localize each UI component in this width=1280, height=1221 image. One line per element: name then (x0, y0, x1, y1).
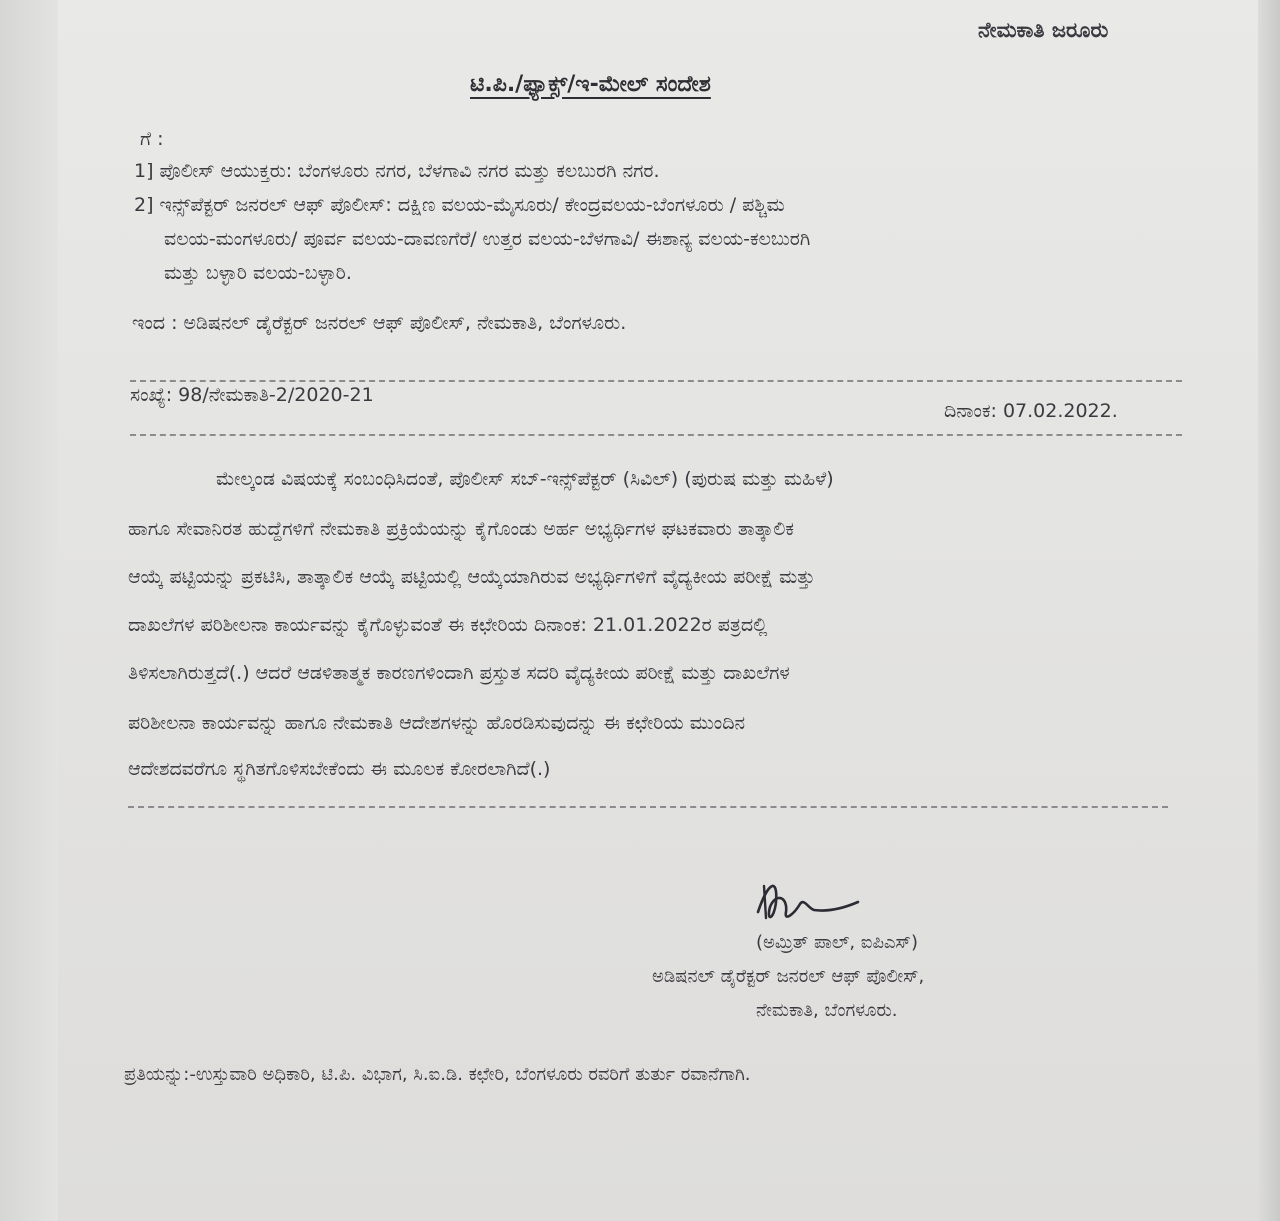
reference-date: ದಿನಾಂಕ: 07.02.2022. (944, 400, 1118, 422)
divider-middle (130, 434, 1182, 436)
to-label: ಗೆ : (140, 128, 164, 150)
body-line-6: ಪರಿಶೀಲನಾ ಕಾರ್ಯವನ್ನು ಹಾಗೂ ನೇಮಕಾತಿ ಆದೇಶಗಳನ್ನು ಹೊರಡಿಸುವುದನ್ನು ಈ ಕಛೇರಿಯ ಮುಂದಿನ (128, 712, 746, 734)
body-line-7: ಆದೇಶದವರೆಗೂ ಸ್ಥಗಿತಗೊಳಿಸಬೇಕೆಂದು ಈ ಮೂಲಕ ಕೋರಲಾಗಿದೆ(.) (128, 758, 551, 780)
recipient-line-3: ವಲಯ-ಮಂಗಳೂರು/ ಪೂರ್ವ ವಲಯ-ದಾವಣಗೆರೆ/ ಉತ್ತರ ವಲಯ-ಬೆಳಗಾವಿ/ ಈಶಾನ್ಯ ವಲಯ-ಕಲಬುರಗಿ (164, 228, 811, 250)
document-title: ಟಿ.ಪಿ./ಫ್ಯಾಕ್ಸ್/ಇ-ಮೇಲ್ ಸಂದೇಶ (470, 72, 711, 97)
recipient-line-4: ಮತ್ತು ಬಳ್ಳಾರಿ ವಲಯ-ಬಳ್ಳಾರಿ. (164, 262, 352, 284)
body-line-3: ಆಯ್ಕೆ ಪಟ್ಟಿಯನ್ನು ಪ್ರಕಟಿಸಿ, ತಾತ್ಕಾಲಿಕ ಆಯ್ಕೆ ಪಟ್ಟಿಯಲ್ಲಿ ಆಯ್ಕೆಯಾಗಿರುವ ಅಭ್ಯರ್ಥಿಗಳಿಗೆ ವೈದ್ಯಕೀಯ ಪರೀಕ್ಷೆ ಮತ್ತು (128, 566, 815, 588)
body-line-5: ತಿಳಿಸಲಾಗಿರುತ್ತದೆ(.) ಆದರೆ ಆಡಳಿತಾತ್ಮಕ ಕಾರಣಗಳಿಂದಾಗಿ ಪ್ರಸ್ತುತ ಸದರಿ ವೈದ್ಯಕೀಯ ಪರೀಕ್ಷೆ ಮತ್ತು ದಾಖಲೆಗಳ (128, 662, 790, 684)
recipient-line-2: 2] ಇನ್ಸ್‌ಪೆಕ್ಟರ್ ಜನರಲ್ ಆಫ್ ಪೊಲೀಸ್: ದಕ್ಷಿಣ ವಲಯ-ಮೈಸೂರು/ ಕೇಂದ್ರವಲಯ-ಬೆಂಗಳೂರು / ಪಶ್ಚಿಮ (134, 194, 785, 216)
reference-number: ಸಂಖ್ಯೆ: 98/ನೇಮಕಾತಿ-2/2020-21 (130, 384, 374, 406)
body-line-4: ದಾಖಲೆಗಳ ಪರಿಶೀಲನಾ ಕಾರ್ಯವನ್ನು ಕೈಗೊಳ್ಳುವಂತೆ ಈ ಕಛೇರಿಯ ದಿನಾಂಕ: 21.01.2022ರ ಪತ್ರದಲ್ಲಿ (128, 614, 768, 636)
signature-mark (748, 872, 868, 932)
page-right-shadow (1258, 0, 1280, 1221)
page-left-shadow (0, 0, 58, 1221)
copy-to-line: ಪ್ರತಿಯನ್ನು:-ಉಸ್ತುವಾರಿ ಅಧಿಕಾರಿ, ಟಿ.ಪಿ. ವಿಭಾಗ, ಸಿ.ಐ.ಡಿ. ಕಛೇರಿ, ಬೆಂಗಳೂರು ರವರಿಗೆ ತುರ್ತು ರವಾನೆಗಾಗಿ. (124, 1064, 751, 1085)
urgent-label: ನೇಮಕಾತಿ ಜರೂರು (978, 18, 1109, 42)
divider-top (130, 380, 1182, 382)
signatory-place: ನೇಮಕಾತಿ, ಬೆಂಗಳೂರು. (756, 1000, 898, 1021)
from-line: ಇಂದ : ಅಡಿಷನಲ್ ಡೈರೆಕ್ಟರ್ ಜನರಲ್ ಆಫ್ ಪೊಲೀಸ್, ನೇಮಕಾತಿ, ಬೆಂಗಳೂರು. (132, 312, 627, 334)
recipient-line-1: 1] ಪೊಲೀಸ್ ಆಯುಕ್ತರು: ಬೆಂಗಳೂರು ನಗರ, ಬೆಳಗಾವಿ ನಗರ ಮತ್ತು ಕಲಬುರಗಿ ನಗರ. (134, 160, 660, 182)
body-line-1: ಮೇಲ್ಕಂಡ ವಿಷಯಕ್ಕೆ ಸಂಬಂಧಿಸಿದಂತೆ, ಪೊಲೀಸ್ ಸಬ್-ಇನ್ಸ್‌ಪೆಕ್ಟರ್ (ಸಿವಿಲ್) (ಪುರುಷ ಮತ್ತು ಮಹಿಳೆ) (216, 468, 834, 490)
signatory-name: (ಅಮ್ರಿತ್ ಪಾಲ್, ಐಪಿಎಸ್) (756, 932, 918, 953)
divider-bottom (128, 806, 1168, 808)
body-line-2: ಹಾಗೂ ಸೇವಾನಿರತ ಹುದ್ದೆಗಳಿಗೆ ನೇಮಕಾತಿ ಪ್ರಕ್ರಿಯೆಯನ್ನು ಕೈಗೊಂಡು ಅರ್ಹ ಅಭ್ಯರ್ಥಿಗಳ ಘಟಕವಾರು ತಾತ್ಕಾಲಿಕ (128, 518, 794, 540)
signatory-designation: ಅಡಿಷನಲ್ ಡೈರೆಕ್ಟರ್ ಜನರಲ್ ಆಫ್ ಪೊಲೀಸ್, (652, 966, 925, 987)
